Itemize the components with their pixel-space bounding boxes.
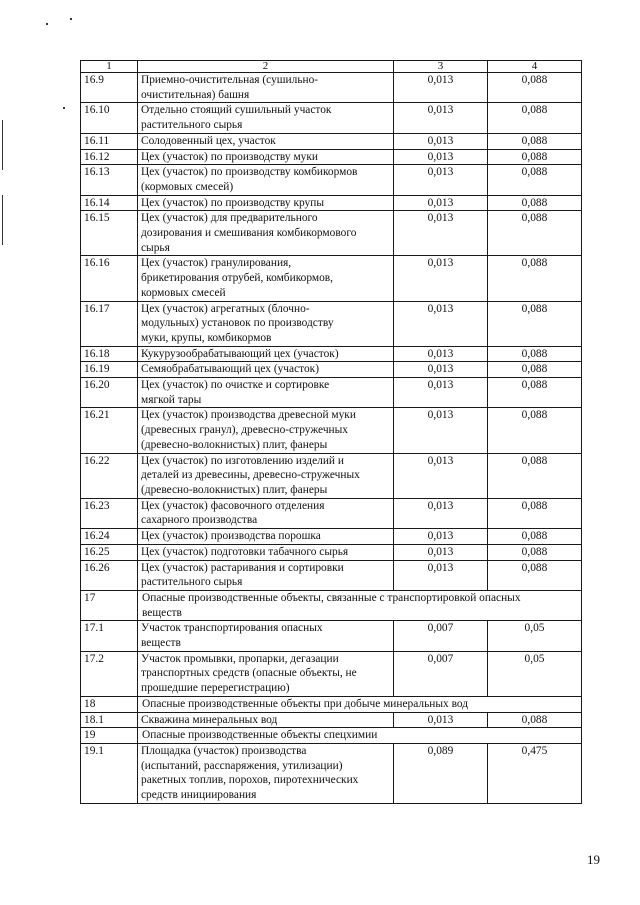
table-row — [81, 211, 582, 256]
row-number: 16.16 — [81, 256, 138, 301]
table-row — [81, 301, 582, 346]
header-cell-1: 1 — [81, 61, 138, 73]
table-row — [81, 149, 582, 165]
table-row — [81, 165, 582, 195]
section-title: Опасные производственные объекты спецхимии — [138, 728, 582, 744]
value-col-3: 0,007 — [394, 651, 488, 696]
row-number: 16.13 — [81, 165, 138, 195]
value-col-3: 0,013 — [394, 712, 488, 728]
value-col-4: 0,088 — [488, 301, 582, 346]
scan-line — [2, 195, 3, 245]
row-number: 18 — [81, 696, 138, 712]
table-row — [81, 453, 582, 498]
row-number: 16.26 — [81, 560, 138, 590]
value-col-3: 0,013 — [394, 560, 488, 590]
table-row — [81, 408, 582, 453]
object-name: Цех (участок) по производству муки — [138, 149, 394, 165]
value-col-3: 0,007 — [394, 621, 488, 651]
value-col-4: 0,088 — [488, 453, 582, 498]
row-number: 16.22 — [81, 453, 138, 498]
value-col-4: 0,088 — [488, 149, 582, 165]
value-col-3: 0,013 — [394, 301, 488, 346]
hazard-objects-table — [80, 60, 582, 804]
object-name: Семяобрабатывающий цех (участок) — [138, 362, 394, 378]
table-row — [81, 378, 582, 408]
value-col-3: 0,013 — [394, 256, 488, 301]
table-row — [81, 73, 582, 103]
row-number: 17.1 — [81, 621, 138, 651]
object-name: Цех (участок) по очистке и сортировке мягкой тары — [138, 378, 394, 408]
value-col-3: 0,013 — [394, 195, 488, 211]
value-col-3: 0,013 — [394, 362, 488, 378]
scan-line — [2, 120, 3, 170]
table-row — [81, 195, 582, 211]
row-number: 16.17 — [81, 301, 138, 346]
value-col-4: 0,475 — [488, 743, 582, 803]
row-number: 19 — [81, 728, 138, 744]
value-col-4: 0,088 — [488, 256, 582, 301]
section-row — [81, 728, 582, 744]
object-name: Кукурузообрабатывающий цех (участок) — [138, 346, 394, 362]
value-col-3: 0,013 — [394, 544, 488, 560]
row-number: 19.1 — [81, 743, 138, 803]
section-title: Опасные производственные объекты, связанные с транспортировкой опасных веществ — [138, 590, 582, 620]
object-name: Цех (участок) агрегатных (блочно- модульных) установок по производству муки, крупы, комбикормов — [138, 301, 394, 346]
value-col-4: 0,088 — [488, 378, 582, 408]
value-col-4: 0,088 — [488, 195, 582, 211]
row-number: 16.19 — [81, 362, 138, 378]
header-cell-3: 3 — [394, 61, 488, 73]
value-col-3: 0,013 — [394, 165, 488, 195]
value-col-3: 0,013 — [394, 149, 488, 165]
object-name: Цех (участок) гранулирования, брикетирования отрубей, комбикормов, кормовых смесей — [138, 256, 394, 301]
value-col-4: 0,05 — [488, 621, 582, 651]
value-col-4: 0,088 — [488, 165, 582, 195]
table-row — [81, 621, 582, 651]
table-row — [81, 651, 582, 696]
object-name: Участок транспортирования опасных веществ — [138, 621, 394, 651]
value-col-3: 0,013 — [394, 498, 488, 528]
row-number: 18.1 — [81, 712, 138, 728]
value-col-3: 0,013 — [394, 408, 488, 453]
object-name: Цех (участок) для предварительного дозирования и смешивания комбикормового сырья — [138, 211, 394, 256]
table-row — [81, 133, 582, 149]
section-row — [81, 590, 582, 620]
object-name: Приемно-очистительная (сушильно- очистительная) башня — [138, 73, 394, 103]
table-row — [81, 498, 582, 528]
table-row — [81, 103, 582, 133]
scan-mark — [63, 107, 65, 109]
value-col-3: 0,013 — [394, 346, 488, 362]
section-title: Опасные производственные объекты при добыче минеральных вод — [138, 696, 582, 712]
object-name: Цех (участок) подготовки табачного сырья — [138, 544, 394, 560]
object-name: Солодовенный цех, участок — [138, 133, 394, 149]
value-col-4: 0,088 — [488, 544, 582, 560]
table-row — [81, 743, 582, 803]
object-name: Цех (участок) по производству крупы — [138, 195, 394, 211]
row-number: 16.21 — [81, 408, 138, 453]
table-row — [81, 712, 582, 728]
scan-mark — [70, 18, 72, 20]
value-col-3: 0,013 — [394, 103, 488, 133]
row-number: 17.2 — [81, 651, 138, 696]
table-row — [81, 256, 582, 301]
table-header-row — [81, 61, 582, 73]
value-col-3: 0,013 — [394, 211, 488, 256]
object-name: Участок промывки, пропарки, дегазации транспортных средств (опасные объекты, не прошедшие перерегистрацию) — [138, 651, 394, 696]
row-number: 16.18 — [81, 346, 138, 362]
value-col-4: 0,05 — [488, 651, 582, 696]
row-number: 16.12 — [81, 149, 138, 165]
section-row — [81, 696, 582, 712]
object-name: Цех (участок) фасовочного отделения сахарного производства — [138, 498, 394, 528]
value-col-3: 0,089 — [394, 743, 488, 803]
row-number: 16.11 — [81, 133, 138, 149]
value-col-4: 0,088 — [488, 346, 582, 362]
value-col-3: 0,013 — [394, 133, 488, 149]
row-number: 16.25 — [81, 544, 138, 560]
header-cell-2: 2 — [138, 61, 394, 73]
object-name: Цех (участок) по производству комбикормов (кормовых смесей) — [138, 165, 394, 195]
value-col-4: 0,088 — [488, 103, 582, 133]
row-number: 16.10 — [81, 103, 138, 133]
object-name: Цех (участок) производства древесной муки (древесных гранул), древесно-стружечных (древесно-волокнистых) плит, фанеры — [138, 408, 394, 453]
value-col-4: 0,088 — [488, 133, 582, 149]
row-number: 16.15 — [81, 211, 138, 256]
table-row — [81, 560, 582, 590]
row-number: 16.9 — [81, 73, 138, 103]
row-number: 16.14 — [81, 195, 138, 211]
table-row — [81, 529, 582, 545]
table-row — [81, 346, 582, 362]
row-number: 16.24 — [81, 529, 138, 545]
value-col-4: 0,088 — [488, 408, 582, 453]
scan-mark — [46, 23, 48, 25]
object-name: Цех (участок) растаривания и сортировки растительного сырья — [138, 560, 394, 590]
value-col-4: 0,088 — [488, 211, 582, 256]
value-col-4: 0,088 — [488, 560, 582, 590]
value-col-4: 0,088 — [488, 73, 582, 103]
row-number: 17 — [81, 590, 138, 620]
value-col-4: 0,088 — [488, 498, 582, 528]
object-name: Цех (участок) производства порошка — [138, 529, 394, 545]
value-col-3: 0,013 — [394, 378, 488, 408]
header-cell-4: 4 — [488, 61, 582, 73]
object-name: Цех (участок) по изготовлению изделий и деталей из древесины, древесно-стружечных (древесно-волокнистых) плит, фанеры — [138, 453, 394, 498]
row-number: 16.23 — [81, 498, 138, 528]
object-name: Отдельно стоящий сушильный участок растительного сырья — [138, 103, 394, 133]
object-name: Площадка (участок) производства (испытаний, рассnаряжения, утилизации) ракетных топлив, порохов, пиротехнических средств инициирования — [138, 743, 394, 803]
row-number: 16.20 — [81, 378, 138, 408]
value-col-4: 0,088 — [488, 362, 582, 378]
table-row — [81, 362, 582, 378]
value-col-3: 0,013 — [394, 529, 488, 545]
object-name: Скважина минеральных вод — [138, 712, 394, 728]
table-row — [81, 544, 582, 560]
value-col-4: 0,088 — [488, 529, 582, 545]
value-col-3: 0,013 — [394, 73, 488, 103]
page-number: 19 — [587, 852, 600, 867]
value-col-4: 0,088 — [488, 712, 582, 728]
value-col-3: 0,013 — [394, 453, 488, 498]
